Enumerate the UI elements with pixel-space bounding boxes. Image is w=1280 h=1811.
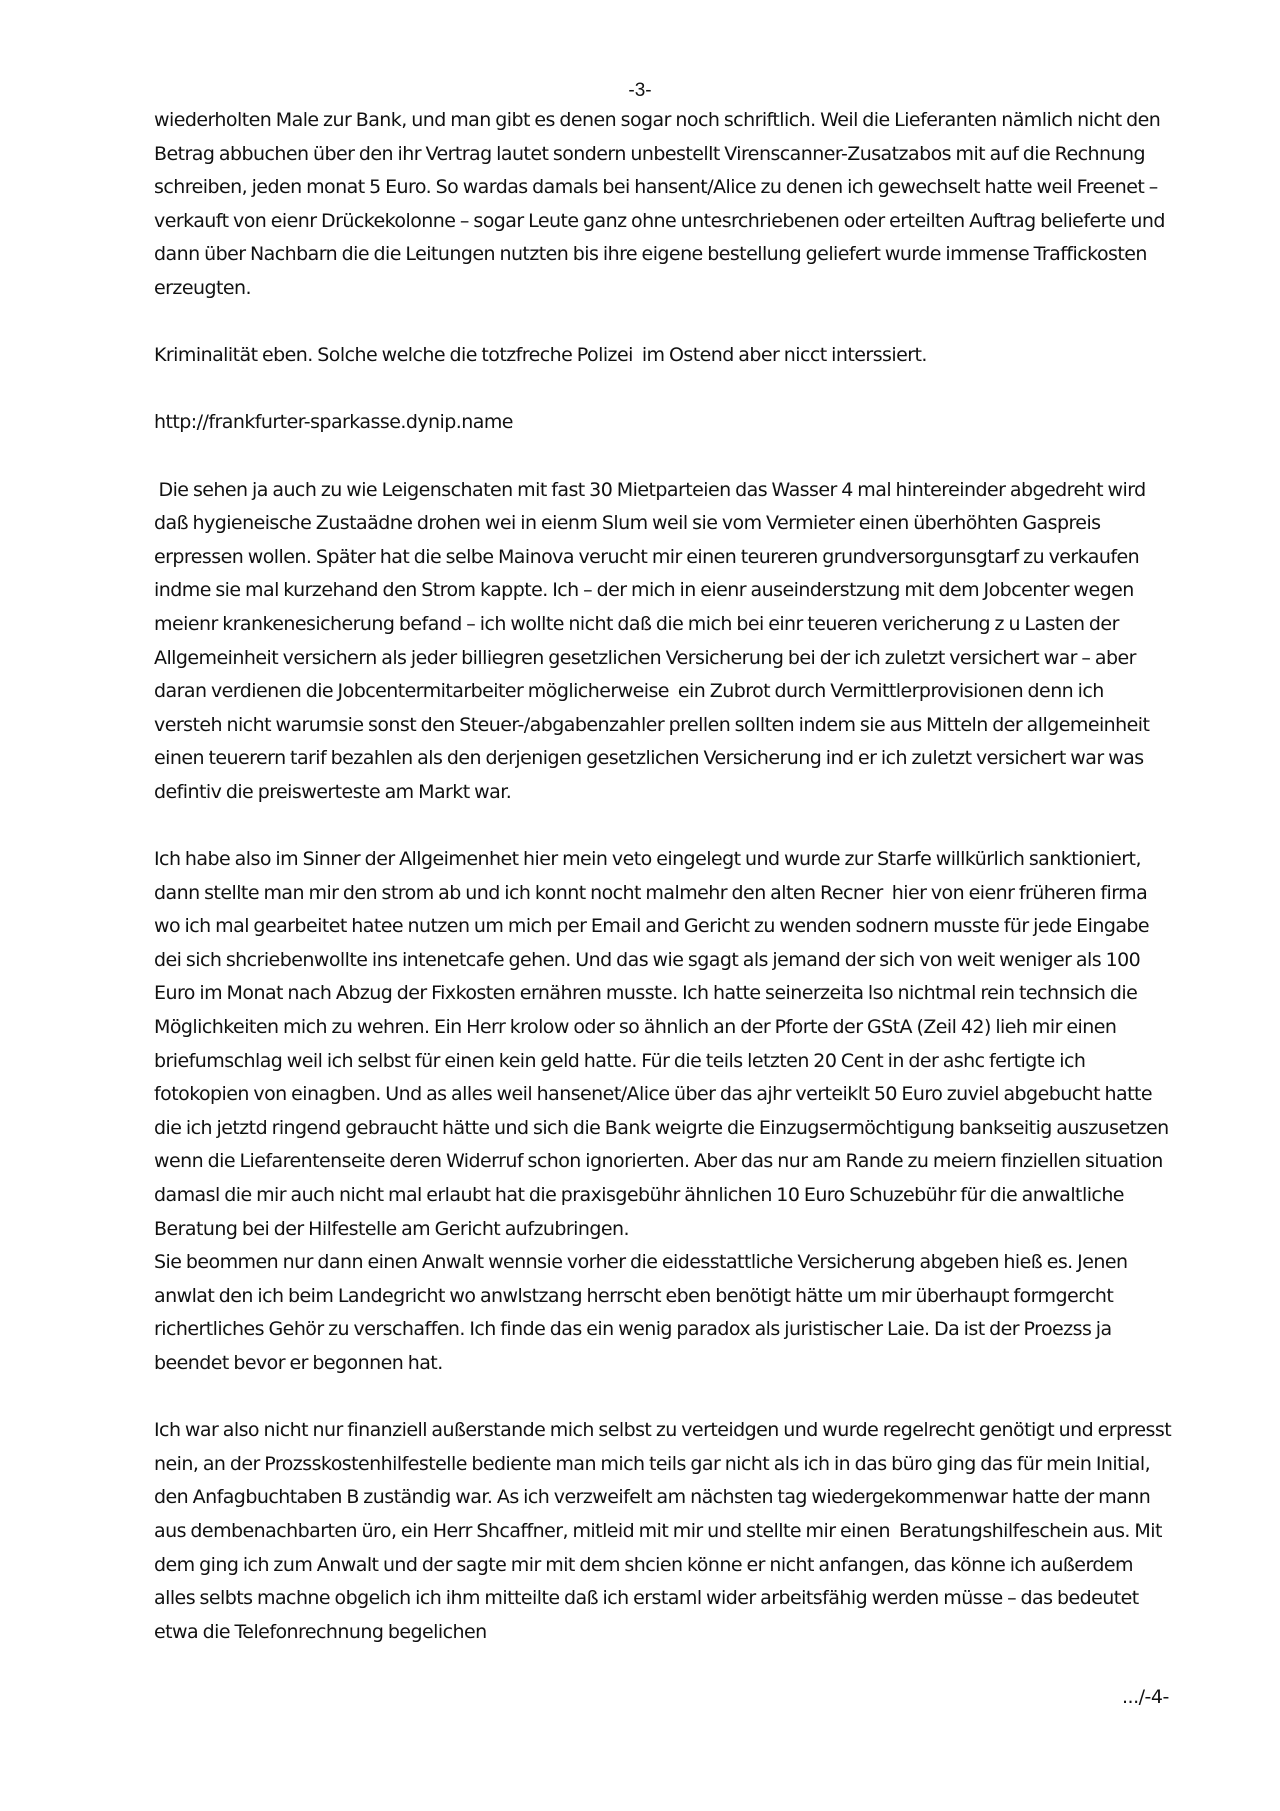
paragraph-veto: Ich habe also im Sinner der Allgeimenhet hier mein veto eingelegt und wurde zur Starfe willkürlich sanktioniert, dann stellte man mir den strom ab und ich konnt nocht malmehr den alten Recner hier von eienr früheren firma wo ich mal gearbeitet hatee nutzen um mich per Email and Gericht zu wenden sodnern musste für jede Eingabe dei sich shcriebenwollte ins intenetcafe gehen. Und das wie sgagt als jemand der sich von weit weniger als 100 Euro im Monat nach Abzug der Fixkosten ernähren musste. Ich hatte seinerzeita lso nichtmal rein technsich die Möglichkeiten mich zu wehren. Ein Herr krolow oder so ähnlich an der Pforte der GStA (Zeil 42) lieh mir einen briefumschlag weil ich selbst für einen kein geld hatte. Für die teils letzten 20 Cent in der ashc fertigte ich fotokopien von einagben. Und as alles weil hansenet/Alice über das ajhr verteiklt 50 Euro zuviel abgebucht hatte die ich jetztd ringend gebraucht hätte und sich die Bank weigrte die Einzugsermöchtigung bankseitig auszusetzen wenn die Liefarentenseite deren Widerruf schon ignorierten. Aber das nur am Rande zu meiern finziellen situation damasl die mir auch nicht mal erlaubt hat die praxisgebühr ähnlichen 10 Euro Schuzebühr für die anwaltliche Beratung bei der Hilfestelle am Gericht aufzubringen.: [154, 848, 1174, 1240]
paragraph-url: http://frankfurter-sparkasse.dynip.name: [154, 411, 513, 434]
paragraph-gap: [154, 306, 1174, 340]
paragraph-gap: [154, 1381, 1174, 1415]
paragraph-mainova: Die sehen ja auch zu wie Leigenschaten mit fast 30 Mietparteien das Wasser 4 mal hintereinder abgedreht wird daß hygieneische Zustaädne drohen wei in eienm Slum weil sie vom Vermieter einen überhöhten Gaspreis erpressen wollen. Später hat die selbe Mainova verucht mir einen teureren grundversorgunsgtarf zu verkaufen indme sie mal kurzehand den Strom kappte. Ich – der mich in eienr auseinderstzung mit dem Jobcenter wegen meienr krankenesicherung befand – ich wollte nicht daß die mich bei einr teueren vericherung z u Lasten der Allgemeinheit versichern als jeder billiegren gesetzlichen Versicherung bei der ich zuletzt versichert war – aber daran verdienen die Jobcentermitarbeiter möglicherweise ein Zubrot durch Vermittlerprovisionen denn ich versteh nicht warumsie sonst den Steuer-/abgabenzahler prellen sollten indem sie aus Mitteln der allgemeinheit einen teuerern tarif bezahlen als den derjenigen gesetzlichen Versicherung ind er ich zuletzt versichert war was defintiv die preiswerteste am Markt war.: [154, 478, 1154, 803]
paragraph-gap: [154, 373, 1174, 407]
paragraph-anwalt: Sie beommen nur dann einen Anwalt wennsie vorher die eidesstattliche Versicherung abgeben hieß es. Jenen anwlat den ich beim Landegricht wo anwlstzang herrscht eben benötigt hätte um mir überhaupt formgercht richertliches Gehör zu verschaffen. Ich finde das ein wenig paradox als juristischer Laie. Da ist der Proezss ja beendet bevor er begonnen hat.: [154, 1251, 1132, 1374]
paragraph-bank-lieferanten: wiederholten Male zur Bank, und man gibt es denen sogar noch schriftlich. Weil die Lieferanten nämlich nicht den Betrag abbuchen über den ihr Vertrag lautet sondern unbestellt Virenscanner-Zusatzabos mit auf die Rechnung schreiben, jeden monat 5 Euro. So wardas damals bei hansent/Alice zu denen ich gewechselt hatte weil Freenet – verkauft von eienr Drückekolonne – sogar Leute ganz ohne untesrchriebenen oder erteilten Auftrag belieferte und dann über Nachbarn die die Leitungen nutzten bis ihre eigene bestellung geliefert wurde immense Traffickosten erzeugten.: [154, 109, 1170, 299]
paragraph-kriminalitaet: Kriminalität eben. Solche welche die totzfreche Polizei im Ostend aber nicct interssiert.: [154, 344, 927, 367]
page-number: -3-: [628, 80, 652, 101]
paragraph-gap: [154, 440, 1174, 474]
document-body: [154, 104, 1174, 1649]
paragraph-prozesskostenhilfe: Ich war also nicht nur finanziell außerstande mich selbst zu verteidgen und wurde regelrecht genötigt und erpresst nein, an der Prozsskostenhilfestelle bediente man mich teils gar nicht als ich in das büro ging das für mein Initial, den Anfagbuchtaben B zuständig war. As ich verzweifelt am nächsten tag wiedergekommenwar hatte der mann aus dembenachbarten üro, ein Herr Shcaffner, mitleid mit mir und stellte mir einen Beratungshilfeschein aus. Mit dem ging ich zum Anwalt und der sagte mir mit dem shcien könne er nicht anfangen, das könne ich außerdem alles selbts machne obgelich ich ihm mitteilte daß ich erstaml wider arbeitsfähig werden müsse – das bedeutet etwa die Telefonrechnung begelichen: [154, 1419, 1176, 1643]
paragraph-gap: [154, 809, 1174, 843]
continuation-marker: .../-4-: [1122, 1686, 1169, 1708]
